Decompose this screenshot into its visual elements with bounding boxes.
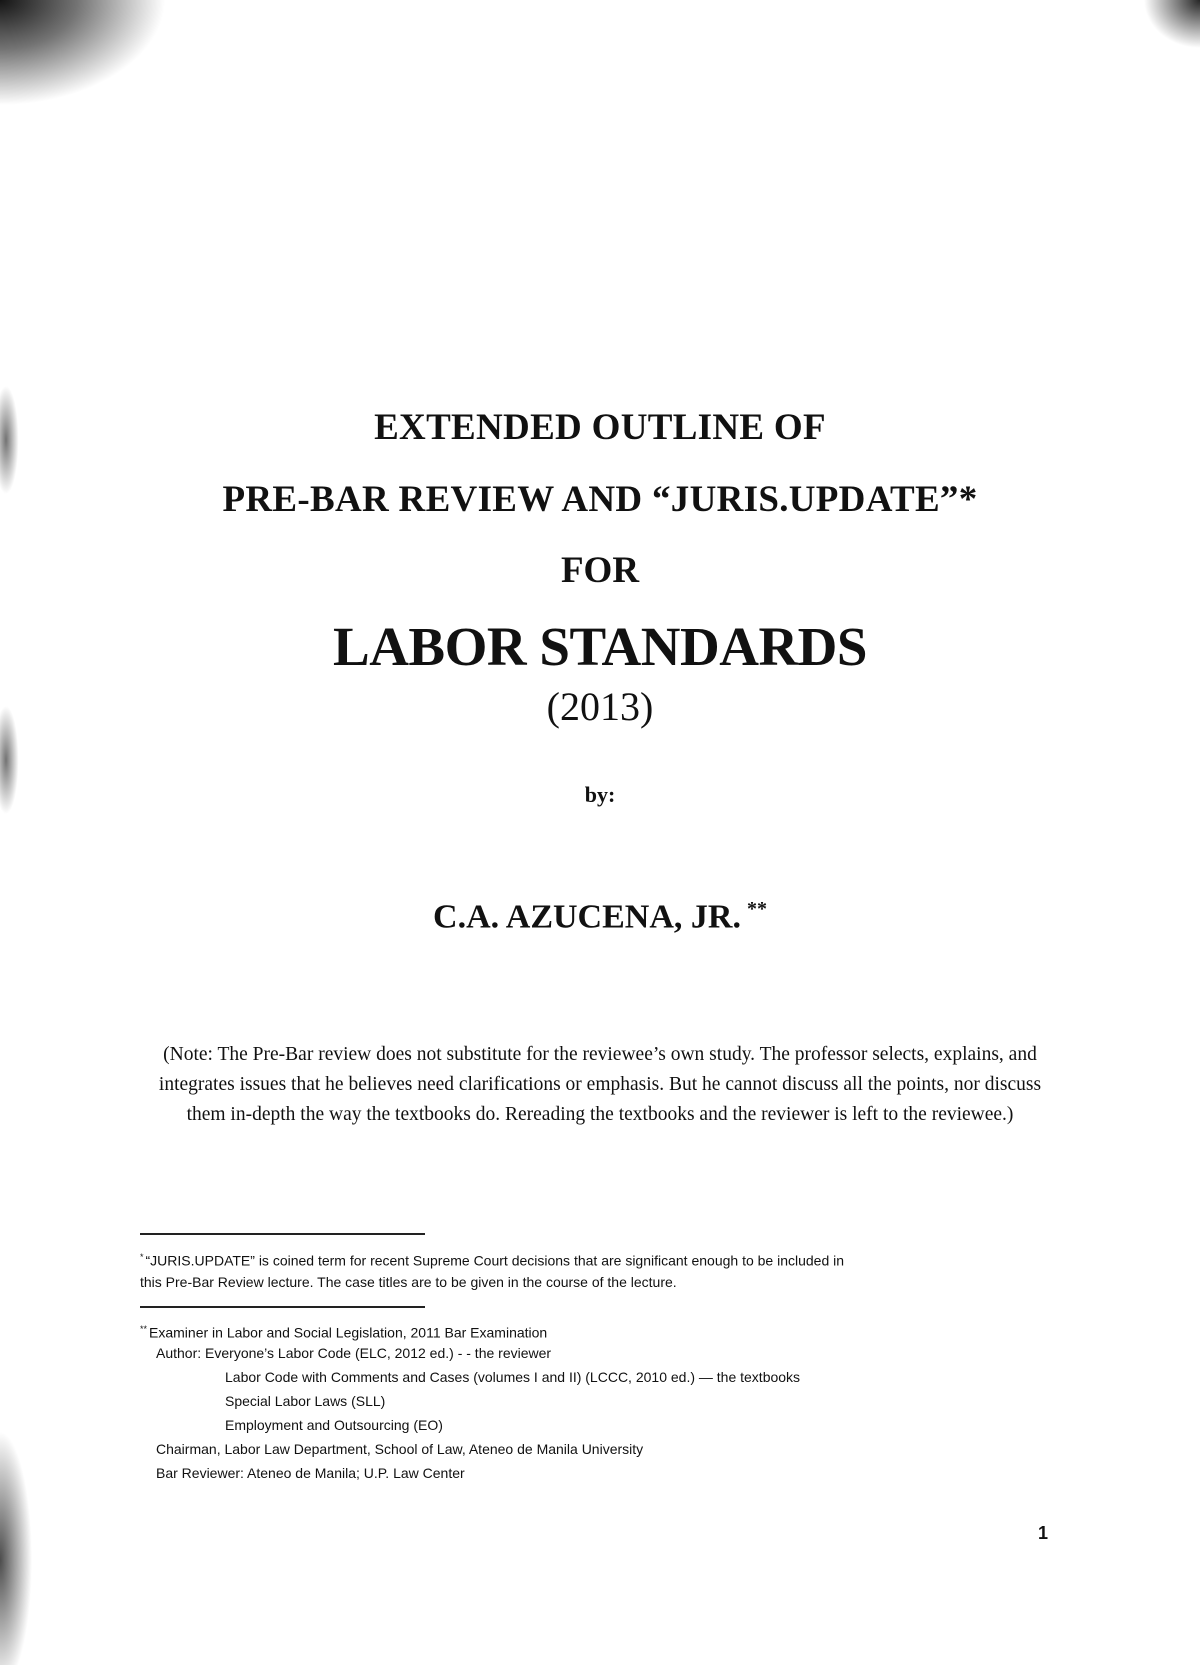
byline: by: xyxy=(584,782,616,807)
footnote-2-line-1 xyxy=(140,1318,547,1345)
title-line-3: FOR xyxy=(560,550,640,591)
footnote-2-chairman-line: Chairman, Labor Law Department, School of Law, Ateneo de Manila University xyxy=(156,1441,644,1457)
footnote-1-line-2: this Pre-Bar Review lecture. The case titles are to be given in the course of the lecture. xyxy=(140,1274,677,1290)
author-name-text: C.A. AZUCENA, JR. xyxy=(433,898,741,936)
footnote-2-marker: ** xyxy=(140,1324,148,1334)
footnote-separator-2 xyxy=(140,1306,425,1308)
footnote-2-book-1: Labor Code with Comments and Cases (volumes I and II) (LCCC, 2010 ed.) — the textbooks xyxy=(225,1369,801,1385)
footnote-2-author-line: Author: Everyone’s Labor Code (ELC, 2012 ed.) - - the reviewer xyxy=(156,1345,552,1361)
footnote-1-marker: * xyxy=(140,1252,144,1262)
footnote-1-text: “JURIS.UPDATE” is coined term for recent Supreme Court decisions that are significant enough to be included in xyxy=(145,1252,845,1269)
footnote-2-bar-reviewer-line: Bar Reviewer: Ateneo de Manila; U.P. Law Center xyxy=(156,1465,465,1481)
title-line-2: PRE-BAR REVIEW AND “JURIS.UPDATE”* xyxy=(222,479,978,520)
title-year: (2013) xyxy=(546,684,654,729)
footnote-2-text: Examiner in Labor and Social Legislation, 2011 Bar Examination xyxy=(149,1324,548,1341)
author-footnote-marker: ** xyxy=(746,898,767,920)
footnote-2-book-3: Employment and Outsourcing (EO) xyxy=(225,1417,443,1433)
main-title: LABOR STANDARDS xyxy=(333,616,867,677)
author-name xyxy=(0,898,1200,936)
title-line-1: EXTENDED OUTLINE OF xyxy=(374,407,826,448)
footnote-2-book-2: Special Labor Laws (SLL) xyxy=(225,1393,386,1409)
footnote-1-line-1 xyxy=(140,1246,844,1273)
reviewee-note: (Note: The Pre-Bar review does not substitute for the reviewee’s own study. The professor selects, explains, and integrates issues that he believes need clarifications or emphasis. But he cannot discuss all the points, nor discuss them in-depth the way the textbooks do. Rereading the textbooks and the reviewer is left to the reviewee.) xyxy=(158,1044,1042,1125)
footnote-separator-1 xyxy=(140,1233,425,1235)
page-number: 1 xyxy=(1038,1523,1049,1543)
